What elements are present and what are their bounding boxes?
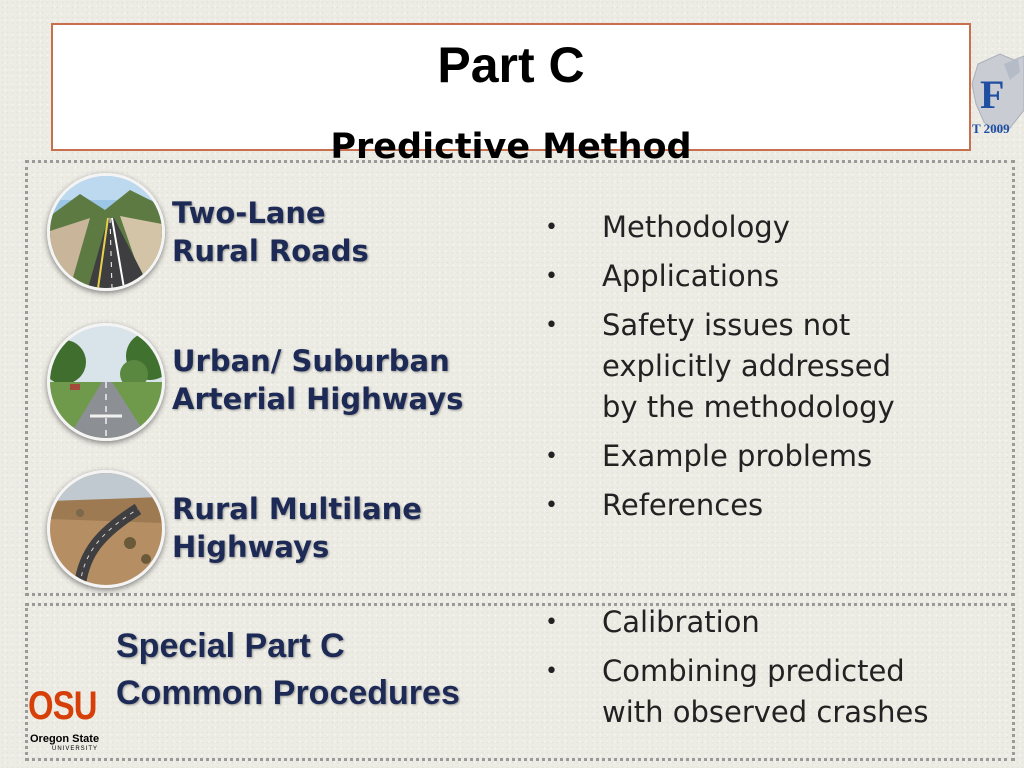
urban-arterial-photo: [47, 323, 165, 441]
bullet-icon: •: [545, 264, 558, 289]
slide-title: Part C: [437, 37, 585, 93]
special-part-c-heading: [116, 623, 460, 717]
category-two-lane-rural-roads: [172, 194, 369, 270]
list-item: [545, 602, 928, 643]
common-procedures-list: [545, 602, 928, 741]
bullet-icon: •: [545, 493, 558, 518]
bullet-icon: •: [545, 610, 558, 635]
bullet-text: by the methodology: [602, 390, 895, 424]
category-label-line: Arterial Highways: [172, 382, 464, 416]
osu-logo-name: Oregon State: [30, 733, 100, 745]
category-label-line: Two-Lane: [172, 196, 326, 230]
category-label-line: Rural Multilane: [172, 492, 422, 526]
list-item: [545, 485, 895, 526]
conference-logo: [970, 50, 1024, 150]
bullet-icon: •: [545, 215, 558, 240]
bullet-text: Methodology: [602, 210, 790, 244]
osu-logo: [28, 683, 100, 763]
list-item: [545, 305, 895, 428]
bullet-text: Safety issues not: [602, 308, 851, 342]
bullet-text: Example problems: [602, 439, 873, 473]
category-label-line: Rural Roads: [172, 234, 369, 268]
category-label-line: Highways: [172, 530, 330, 564]
bullet-icon: •: [545, 313, 558, 338]
bullet-text: explicitly addressed: [602, 349, 892, 383]
category-urban-suburban-arterial: [172, 342, 463, 418]
conference-logo-year: T 2009: [972, 121, 1010, 136]
conference-logo-letter: F: [980, 72, 1005, 117]
osu-logo-mark: OSU: [28, 684, 97, 728]
list-item: [545, 256, 895, 297]
bullet-icon: •: [545, 444, 558, 469]
list-item: [545, 436, 895, 477]
category-rural-multilane-highways: [172, 490, 422, 566]
list-item: [545, 651, 928, 733]
category-label-line: Urban/ Suburban: [172, 344, 450, 378]
heading-line: Common Procedures: [116, 674, 460, 712]
osu-logo-subtext: UNIVERSITY: [52, 746, 99, 752]
list-item: [545, 207, 895, 248]
bullet-text: Applications: [602, 259, 780, 293]
bullet-text: References: [602, 488, 764, 522]
bullet-text: Combining predicted: [602, 654, 905, 688]
rural-multilane-photo: [47, 470, 165, 588]
bullet-icon: •: [545, 659, 558, 684]
two-lane-rural-road-photo: [47, 173, 165, 291]
bullet-text: Calibration: [602, 605, 760, 639]
method-topics-list: [545, 207, 895, 534]
bullet-text: with observed crashes: [602, 695, 929, 729]
title-box: [51, 23, 971, 167]
heading-line: Special Part C: [116, 627, 345, 665]
slide-subtitle: Predictive Method: [330, 127, 692, 167]
